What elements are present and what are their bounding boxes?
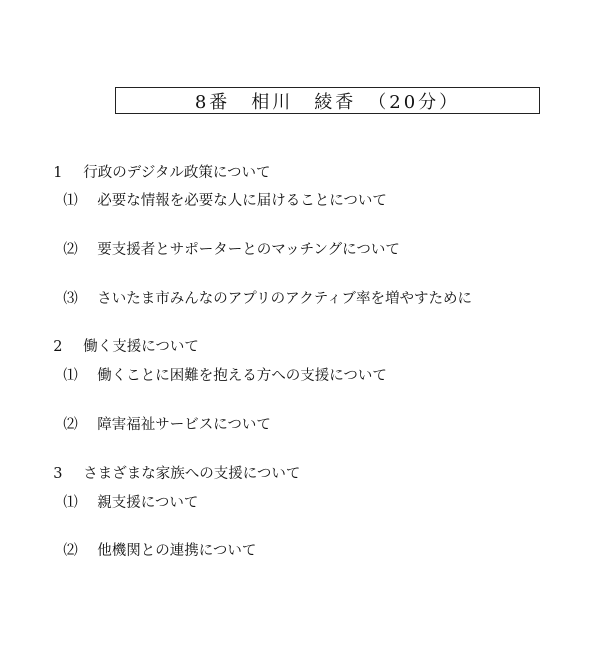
item-text: 他機関との連携について xyxy=(97,543,257,559)
item-text: 働くことに困難を抱える方への支援について xyxy=(97,368,387,384)
section-number: 3 xyxy=(53,466,63,482)
item-number: ⑶ xyxy=(63,291,78,307)
list-item xyxy=(54,398,271,434)
item-text: 障害福祉サービスについて xyxy=(97,417,271,433)
item-number: ⑴ xyxy=(63,193,78,209)
item-number: ⑴ xyxy=(63,495,78,511)
list-item xyxy=(54,476,198,512)
list-item xyxy=(54,349,387,385)
item-text: 親支援について xyxy=(97,495,199,511)
item-number: ⑴ xyxy=(63,368,78,384)
item-text: さいたま市みんなのアプリのアクティブ率を増やすために xyxy=(97,291,473,307)
section-title: 働く支援について xyxy=(83,339,199,355)
list-item xyxy=(54,524,256,560)
item-text: 必要な情報を必要な人に届けることについて xyxy=(97,193,387,209)
item-number: ⑵ xyxy=(63,242,78,258)
list-item xyxy=(54,272,472,308)
item-number: ⑵ xyxy=(63,417,78,433)
section-number: 2 xyxy=(53,339,63,355)
section-title: 行政のデジタル政策について xyxy=(83,165,271,181)
list-item xyxy=(54,174,387,210)
section-title: さまざまな家族への支援について xyxy=(83,466,301,482)
list-item xyxy=(54,223,400,259)
section-number: 1 xyxy=(53,165,63,181)
page-title: 8番 相川 綾香 （20分） xyxy=(115,87,540,114)
item-text: 要支援者とサポーターとのマッチングについて xyxy=(97,242,400,258)
item-number: ⑵ xyxy=(63,543,78,559)
